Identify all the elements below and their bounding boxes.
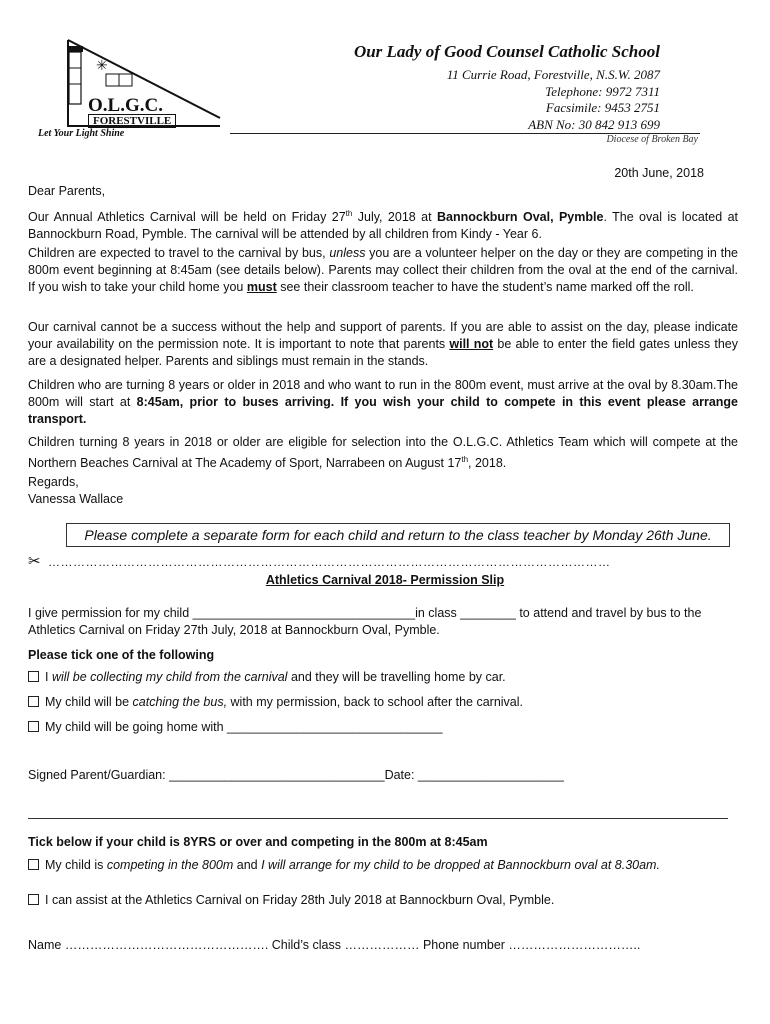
checkbox-800m[interactable] (28, 859, 39, 870)
logo-initials: O.L.G.C. (88, 95, 163, 116)
option-800m[interactable]: My child is competing in the 800m and I will arrange for my child to be dropped at Bannockburn oval at 8.30am. (28, 857, 660, 874)
checkbox-going-home-with[interactable] (28, 721, 39, 732)
checkbox-assist[interactable] (28, 894, 39, 905)
return-notice-box (66, 523, 730, 547)
paragraph-transport: Children are expected to travel to the carnival by bus, unless you are a volunteer helper on the day or they are competing in the 800m event beginning at 8:45am (see details below). Parents may collect their children from the oval at the end of the carnival. If you wish to take your child home you must see their classroom teacher to have the student’s name marked off the roll. (28, 246, 738, 294)
paragraph-athletics-team: Children turning 8 years in 2018 or older are eligible for selection into the O.L.G.C. Athletics Team which will compete at the Northern Beaches Carnival at The Academy of Sport, Narrabeen on August 17th, 2018. (28, 435, 738, 471)
paragraph-800m: Children who are turning 8 years or older in 2018 and who want to run in the 800m event, must arrive at the oval by 8.30am.The 800m will start at 8:45am, prior to buses arriving. If you wish your child to compete in this event please arrange transport. (28, 378, 738, 426)
school-abn: ABN No: 30 842 913 699 (528, 117, 660, 132)
school-telephone: Telephone: 9972 7311 (545, 84, 660, 99)
paragraph-helpers: Our carnival cannot be a success without the help and support of parents. If you are able to assist on the day, please indicate your availability on the permission note. It is important to note that parents will not be able to enter the field gates unless they are a designated helper. Parents and siblings must remain in the stands. (28, 320, 739, 368)
checkbox-bus[interactable] (28, 696, 39, 707)
heading-800m: Tick below if your child is 8YRS or over and competing in the 800m at 8:45am (28, 835, 488, 849)
option-assist[interactable]: I can assist at the Athletics Carnival on Friday 28th July 2018 at Bannockburn Oval, Pymble. (28, 892, 554, 909)
return-notice: Please complete a separate form for each child and return to the class teacher by Monday 26th June. (84, 527, 712, 543)
contact-details-line[interactable]: Name …………………………………………. Child’s class ……………… Phone number ………………………….. (28, 938, 641, 952)
permission-line-1[interactable]: I give permission for my child ________________________________in class ________ to attend and travel by bus to the (28, 606, 702, 620)
regards: Regards, (28, 475, 79, 489)
cut-line: ……………………………………………………………………………………………………………………… (48, 555, 611, 569)
salutation: Dear Parents, (28, 184, 106, 198)
logo-suburb: FORESTVILLE (88, 114, 176, 128)
slip-title: Athletics Carnival 2018- Permission Slip (265, 573, 505, 587)
option-going-home-with[interactable]: My child will be going home with _______________________________ (28, 719, 443, 736)
svg-text:✳: ✳ (96, 57, 108, 73)
tick-heading: Please tick one of the following (28, 648, 215, 662)
diocese: Diocese of Broken Bay (606, 134, 698, 145)
logo-motto: Let Your Light Shine (38, 128, 125, 139)
signature-line[interactable]: Signed Parent/Guardian: _______________________________Date: _____________________ (28, 768, 564, 782)
school-address: 11 Currie Road, Forestville, N.S.W. 2087 (446, 67, 660, 82)
permission-line-2: Athletics Carnival on Friday 27th July, 2018 at Bannockburn Oval, Pymble. (28, 623, 440, 637)
checkbox-collecting[interactable] (28, 671, 39, 682)
option-collecting[interactable]: I will be collecting my child from the carnival and they will be travelling home by car. (28, 669, 506, 686)
letter-date: 20th June, 2018 (614, 166, 704, 180)
scissors-icon: ✂ (28, 553, 41, 570)
school-logo (38, 38, 230, 148)
signatory: Vanessa Wallace (28, 492, 124, 506)
section-separator (28, 818, 728, 819)
school-facsimile: Facsimile: 9453 2751 (545, 100, 660, 115)
paragraph-carnival-details: Our Annual Athletics Carnival will be held on Friday 27th July, 2018 at Bannockburn Oval, Pymble. The oval is located at Bannockburn Road, Pymble. The carnival will be attended by all children from Kindy - Year 6. (28, 209, 738, 242)
school-name: Our Lady of Good Counsel Catholic School (353, 42, 660, 61)
option-bus[interactable]: My child will be catching the bus, with my permission, back to school after the carnival. (28, 694, 523, 711)
